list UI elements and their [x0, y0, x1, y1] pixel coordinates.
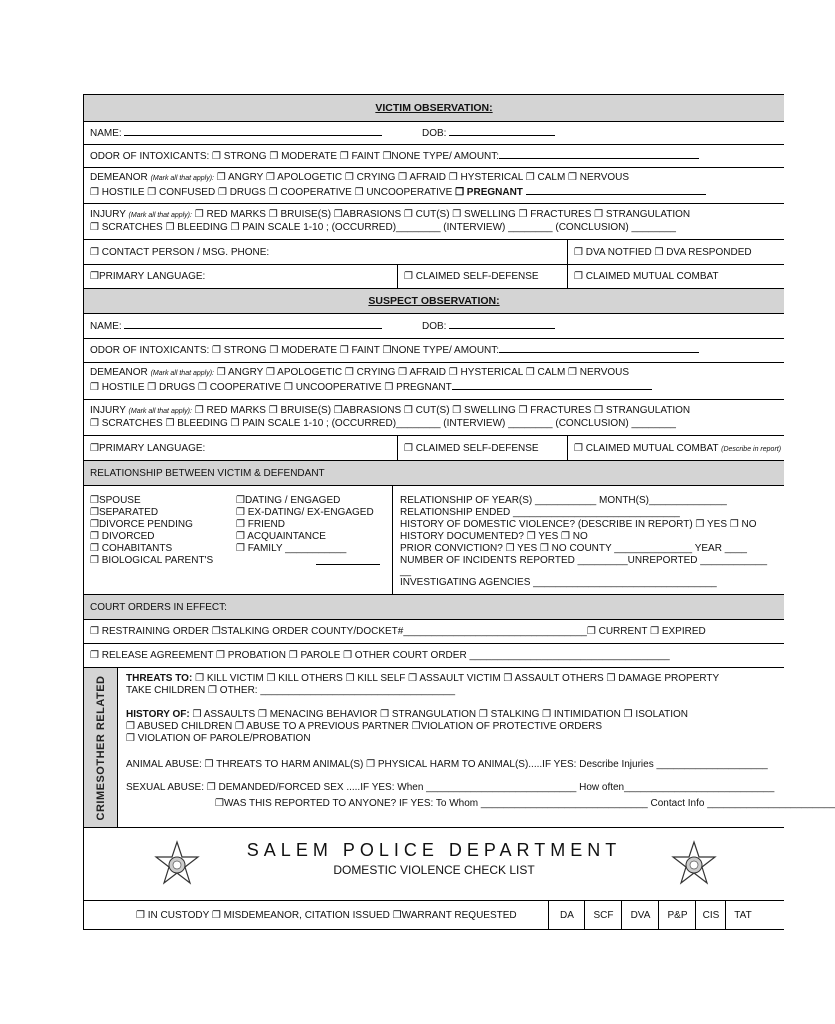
victim-contact-row: [84, 240, 784, 265]
victim-language-row: [84, 265, 784, 289]
relationship-option[interactable]: ❐SPOUSE: [90, 495, 141, 506]
court-orders-row-2[interactable]: ❐ RELEASE AGREEMENT ❐ PROBATION ❐ PAROLE ❐ OTHER COURT ORDER ____________________________________: [84, 644, 784, 668]
victim-demeanor-options-1[interactable]: ❐ ANGRY ❐ APOLOGETIC ❐ CRYING ❐ AFRAID ❐ HYSTERICAL ❐ CALM ❐ NERVOUS: [216, 172, 630, 183]
suspect-language-row: [84, 436, 784, 461]
sexual-abuse-options-1[interactable]: SEXUAL ABUSE: ❐ DEMANDED/FORCED SEX .....IF YES: When ___________________________ How often___________________________: [126, 782, 775, 793]
victim-contact-option[interactable]: ❐ CONTACT PERSON / MSG. PHONE:: [90, 247, 270, 258]
suspect-demeanor-options-1[interactable]: ❐ ANGRY ❐ APOLOGETIC ❐ CRYING ❐ AFRAID ❐ HYSTERICAL ❐ CALM ❐ NERVOUS: [216, 367, 630, 378]
animal-abuse-row[interactable]: ANIMAL ABUSE: ❐ THREATS TO HARM ANIMAL(S) ❐ PHYSICAL HARM TO ANIMAL(S).....IF YES: Describe Injuries ____________________: [126, 759, 768, 770]
victim-injury-options-2[interactable]: ❐ SCRATCHES ❐ BLEEDING ❐ PAIN SCALE 1-10 ; (OCCURRED)________ (INTERVIEW) ________ (CONCLUSION) ________: [90, 222, 676, 233]
crimes-side-text: CRIMESOTHER RELATED: [94, 675, 107, 820]
suspect-name-row: [84, 314, 784, 339]
victim-mutual-option[interactable]: ❐ CLAIMED MUTUAL COMBAT: [574, 271, 719, 282]
threats-label: THREATS TO:: [126, 673, 193, 684]
victim-injury-row[interactable]: [84, 204, 784, 240]
relationship-blank[interactable]: [236, 555, 380, 569]
victim-dva-cell[interactable]: [567, 240, 758, 264]
relationship-detail[interactable]: INVESTIGATING AGENCIES _________________________________: [400, 577, 717, 588]
relationship-left-list: [90, 495, 213, 567]
suspect-type-amount-field[interactable]: [499, 343, 699, 353]
victim-pregnant-field[interactable]: [526, 185, 706, 195]
suspect-self-defense-cell[interactable]: [397, 436, 545, 460]
victim-demeanor-row[interactable]: [84, 168, 784, 204]
victim-injury-label: INJURY: [90, 209, 126, 220]
suspect-injury-label: INJURY: [90, 405, 126, 416]
victim-name-row: [84, 122, 784, 145]
suspect-odor-options[interactable]: ODOR OF INTOXICANTS: ❐ STRONG ❐ MODERATE ❐ FAINT ❐NONE TYPE/ AMOUNT:: [90, 345, 500, 356]
victim-odor-options[interactable]: ODOR OF INTOXICANTS: ❐ STRONG ❐ MODERATE ❐ FAINT ❐NONE TYPE/ AMOUNT:: [90, 151, 500, 162]
victim-dob-field[interactable]: [449, 126, 555, 136]
victim-self-defense-cell[interactable]: [397, 265, 545, 288]
relationship-option[interactable]: ❐ ACQUAINTANCE: [236, 531, 326, 542]
checklist-subtitle: DOMESTIC VIOLENCE CHECK LIST: [333, 863, 535, 877]
relationship-option[interactable]: ❐SEPARATED: [90, 507, 159, 518]
badge-star-icon-right: [669, 840, 719, 893]
court-section-title: COURT ORDERS IN EFFECT:: [84, 595, 784, 620]
victim-demeanor-options-2[interactable]: ❐ HOSTILE ❐ CONFUSED ❐ DRUGS ❐ COOPERATIVE ❐ UNCOOPERATIVE: [90, 187, 456, 198]
suspect-demeanor-note: (Mark all that apply):: [150, 370, 214, 377]
suspect-dob-label: DOB:: [422, 321, 447, 332]
relationship-detail[interactable]: RELATIONSHIP ENDED ______________________________: [400, 507, 680, 518]
threats-group: [126, 673, 719, 697]
relationship-block: [84, 486, 784, 595]
relationship-detail[interactable]: RELATIONSHIP OF YEAR(S) ___________ MONTH(S)______________: [400, 495, 727, 506]
suspect-section-title: SUSPECT OBSERVATION:: [84, 289, 784, 314]
code-cell-tat[interactable]: TAT: [725, 901, 760, 929]
suspect-mutual-cell[interactable]: [567, 436, 787, 460]
relationship-detail[interactable]: NUMBER OF INCIDENTS REPORTED _________UNREPORTED ____________: [400, 555, 768, 566]
victim-pregnant-option[interactable]: ❐ PREGNANT: [455, 187, 523, 198]
suspect-mutual-note: (Describe in report): [721, 446, 782, 453]
threats-options-1[interactable]: ❐ KILL VICTIM ❐ KILL OTHERS ❐ KILL SELF ❐ ASSAULT VICTIM ❐ ASSAULT OTHERS ❐ DAMAGE PROPERTY: [195, 673, 720, 684]
victim-demeanor-note: (Mark all that apply):: [150, 175, 214, 182]
suspect-demeanor-label: DEMEANOR: [90, 367, 148, 378]
disposition-options[interactable]: ❐ IN CUSTODY ❐ MISDEMEANOR, CITATION ISSUED ❐WARRANT REQUESTED: [136, 910, 517, 921]
code-cell-dva[interactable]: DVA: [621, 901, 659, 929]
victim-section-title: VICTIM OBSERVATION:: [84, 95, 784, 122]
relationship-detail: __: [400, 566, 412, 577]
relationship-option[interactable]: ❐ COHABITANTS: [90, 543, 173, 554]
suspect-pregnant-field[interactable]: [452, 380, 652, 390]
relationship-option[interactable]: ❐ FAMILY ___________: [236, 543, 347, 554]
history-options-3[interactable]: ❐ VIOLATION OF PAROLE/PROBATION: [126, 733, 311, 744]
code-cell-scf[interactable]: SCF: [584, 901, 622, 929]
victim-name-field[interactable]: [124, 126, 382, 136]
relationship-detail[interactable]: HISTORY DOCUMENTED? ❐ YES ❐ NO: [400, 531, 588, 542]
victim-injury-options-1[interactable]: ❐ RED MARKS ❐ BRUISE(S) ❐ABRASIONS ❐ CUT(S) ❐ SWELLING ❐ FRACTURES ❐ STRANGULATION: [194, 209, 691, 220]
suspect-demeanor-row[interactable]: [84, 363, 784, 400]
victim-dob-label: DOB:: [422, 128, 447, 139]
suspect-odor-row[interactable]: [84, 339, 784, 363]
relationship-divider: [392, 486, 393, 594]
threats-options-2[interactable]: TAKE CHILDREN ❐ OTHER: ___________________________________: [126, 685, 456, 696]
suspect-mutual-option[interactable]: ❐ CLAIMED MUTUAL COMBAT: [574, 443, 719, 454]
code-cell-pp[interactable]: P&P: [658, 901, 696, 929]
suspect-language-option[interactable]: ❐PRIMARY LANGUAGE:: [90, 443, 206, 454]
suspect-injury-options-2[interactable]: ❐ SCRATCHES ❐ BLEEDING ❐ PAIN SCALE 1-10 ; (OCCURRED)________ (INTERVIEW) ________ (CONCLUSION) ________: [90, 418, 676, 429]
dv-checklist-form: [83, 94, 835, 930]
victim-language-option[interactable]: ❐PRIMARY LANGUAGE:: [90, 271, 206, 282]
victim-self-defense-option[interactable]: ❐ CLAIMED SELF-DEFENSE: [404, 271, 539, 282]
relationship-mid-list: [236, 495, 380, 569]
victim-dva-options[interactable]: ❐ DVA NOTFIED ❐ DVA RESPONDED: [574, 247, 752, 258]
relationship-option[interactable]: ❐DIVORCE PENDING: [90, 519, 193, 530]
suspect-injury-row[interactable]: [84, 400, 784, 436]
suspect-demeanor-options-2[interactable]: ❐ HOSTILE ❐ DRUGS ❐ COOPERATIVE ❐ UNCOOPERATIVE ❐ PREGNANT: [90, 382, 452, 393]
relationship-section-title: RELATIONSHIP BETWEEN VICTIM & DEFENDANT: [84, 461, 784, 486]
relationship-option[interactable]: ❐ DIVORCED: [90, 531, 155, 542]
crimes-side-label: [84, 668, 118, 827]
victim-injury-note: (Mark all that apply):: [128, 212, 192, 219]
relationship-right-list: [400, 495, 767, 589]
victim-odor-row[interactable]: [84, 145, 784, 168]
department-header: [84, 828, 784, 901]
court-orders-row-1[interactable]: ❐ RESTRAINING ORDER ❐STALKING ORDER COUNTY/DOCKET#_________________________________❐ CURRENT ❐ EXPIRED: [84, 620, 784, 644]
relationship-detail[interactable]: HISTORY OF DOMESTIC VIOLENCE? (DESCRIBE IN REPORT) ❐ YES ❐ NO: [400, 519, 757, 530]
victim-name-label: NAME:: [90, 128, 122, 139]
relationship-option[interactable]: ❐ EX-DATING/ EX-ENGAGED: [236, 507, 374, 518]
department-name: SALEM POLICE DEPARTMENT: [246, 840, 622, 860]
suspect-name-label: NAME:: [90, 321, 122, 332]
relationship-option[interactable]: ❐ BIOLOGICAL PARENT'S: [90, 555, 214, 566]
code-cell-da[interactable]: DA: [548, 901, 585, 929]
code-cell-cis[interactable]: CIS: [695, 901, 726, 929]
sexual-abuse-group: [126, 780, 835, 812]
victim-type-amount-field[interactable]: [499, 149, 699, 159]
crimes-block: [84, 668, 835, 828]
sexual-abuse-options-2[interactable]: ❐WAS THIS REPORTED TO ANYONE? IF YES: To Whom ______________________________ Contact Info _______________________: [215, 798, 835, 809]
disposition-row: [84, 901, 784, 930]
relationship-option[interactable]: ❐ FRIEND: [236, 519, 285, 530]
suspect-dob-field[interactable]: [449, 319, 555, 329]
victim-mutual-cell[interactable]: [567, 265, 725, 288]
history-group: [126, 709, 688, 745]
suspect-name-field[interactable]: [124, 319, 382, 329]
suspect-injury-note: (Mark all that apply):: [128, 408, 192, 415]
relationship-detail[interactable]: PRIOR CONVICTION? ❐ YES ❐ NO COUNTY ______________ YEAR ____: [400, 543, 747, 554]
relationship-option[interactable]: ❐DATING / ENGAGED: [236, 495, 341, 506]
victim-demeanor-label: DEMEANOR: [90, 172, 148, 183]
history-options-1[interactable]: ❐ ASSAULTS ❐ MENACING BEHAVIOR ❐ STRANGULATION ❐ STALKING ❐ INTIMIDATION ❐ ISOLATION: [192, 709, 689, 720]
suspect-self-defense-option[interactable]: ❐ CLAIMED SELF-DEFENSE: [404, 443, 539, 454]
suspect-injury-options-1[interactable]: ❐ RED MARKS ❐ BRUISE(S) ❐ABRASIONS ❐ CUT(S) ❐ SWELLING ❐ FRACTURES ❐ STRANGULATION: [194, 405, 691, 416]
history-options-2[interactable]: ❐ ABUSED CHILDREN ❐ ABUSE TO A PREVIOUS PARTNER ❐VIOLATION OF PROTECTIVE ORDERS: [126, 721, 603, 732]
history-label: HISTORY OF:: [126, 709, 190, 720]
